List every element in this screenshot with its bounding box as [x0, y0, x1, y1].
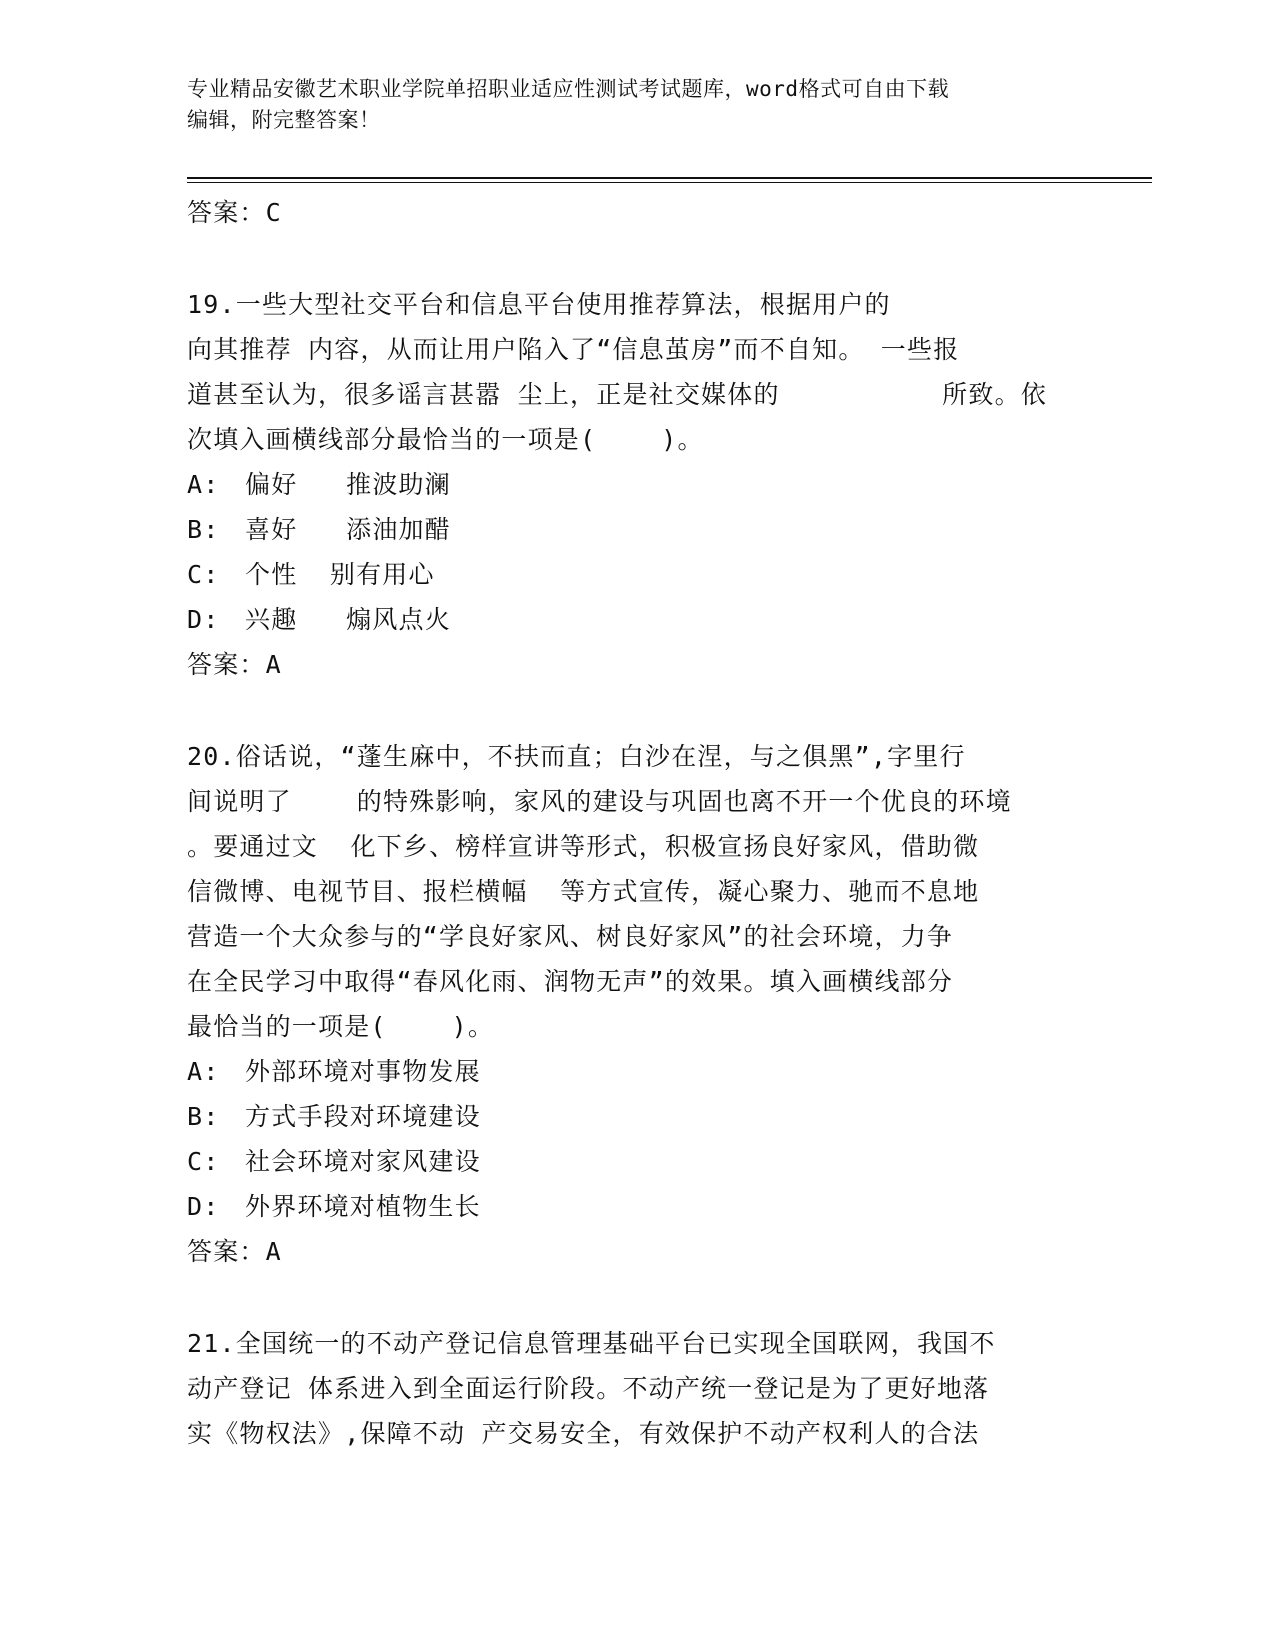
header-divider-thin — [187, 182, 1152, 183]
document-body — [187, 190, 1087, 1456]
option-c — [187, 1139, 1087, 1184]
option-text: 喜好 添油加醋 — [245, 515, 451, 544]
answer-prev: 答案：C — [187, 198, 282, 227]
option-label: A: — [187, 1057, 220, 1086]
option-a — [187, 1049, 1087, 1094]
option-text: 外界环境对植物生长 — [245, 1192, 481, 1221]
spacer — [187, 687, 1087, 734]
option-label: D: — [187, 605, 220, 634]
question-text-line: 次填入画横线部分最恰当的一项是( )。 — [187, 425, 704, 454]
option-label: D: — [187, 1192, 220, 1221]
question-text-line: 20.俗话说，“蓬生麻中，不扶而直；白沙在涅，与之俱黑”,字里行 — [187, 742, 966, 771]
option-label: C: — [187, 560, 220, 589]
header-line-1: 专业精品安徽艺术职业学院单招职业适应性测试考试题库，word格式可自由下载 — [187, 77, 950, 101]
question-text-line: 19.一些大型社交平台和信息平台使用推荐算法，根据用户的 — [187, 290, 891, 319]
spacer — [187, 1274, 1087, 1321]
question-text-line: 在全民学习中取得“春风化雨、润物无声”的效果。填入画横线部分 — [187, 967, 954, 996]
option-text: 外部环境对事物发展 — [245, 1057, 481, 1086]
question-19 — [187, 282, 1087, 687]
option-label: B: — [187, 515, 220, 544]
question-20 — [187, 734, 1087, 1274]
question-text-line: 。要通过文 化下乡、榜样宣讲等形式，积极宣扬良好家风，借助微 — [187, 832, 980, 861]
option-a — [187, 462, 1087, 507]
question-text-line: 营造一个大众参与的“学良好家风、树良好家风”的社会环境，力争 — [187, 922, 954, 951]
question-text-line: 最恰当的一项是( )。 — [187, 1012, 495, 1041]
document-header — [187, 74, 1067, 136]
option-c — [187, 552, 1087, 597]
option-d — [187, 597, 1087, 642]
option-label: B: — [187, 1102, 220, 1131]
question-text-line: 实《物权法》,保障不动 产交易安全，有效保护不动产权利人的合法 — [187, 1419, 980, 1448]
header-line-2: 编辑，附完整答案！ — [187, 108, 381, 132]
question-21 — [187, 1321, 1087, 1456]
question-text-line: 间说明了 的特殊影响，家风的建设与巩固也离不开一个优良的环境 — [187, 787, 1012, 816]
question-text-line: 信微博、电视节目、报栏横幅 等方式宣传，凝心聚力、驰而不息地 — [187, 877, 980, 906]
answer-19: 答案：A — [187, 650, 282, 679]
question-text-line: 动产登记 体系进入到全面运行阶段。不动产统一登记是为了更好地落 — [187, 1374, 990, 1403]
option-text: 兴趣 煽风点火 — [245, 605, 451, 634]
option-b — [187, 1094, 1087, 1139]
option-text: 偏好 推波助澜 — [245, 470, 451, 499]
option-b — [187, 507, 1087, 552]
question-text-line: 向其推荐 内容，从而让用户陷入了“信息茧房”而不自知。 一些报 — [187, 335, 960, 364]
header-divider-thick — [187, 177, 1152, 179]
option-text: 个性 别有用心 — [245, 560, 435, 589]
option-text: 社会环境对家风建设 — [245, 1147, 481, 1176]
option-d — [187, 1184, 1087, 1229]
question-text-line: 道甚至认为，很多谣言甚嚣 尘上，正是社交媒体的 所致。依 — [187, 380, 1047, 409]
answer-20: 答案：A — [187, 1237, 282, 1266]
option-label: A: — [187, 470, 220, 499]
option-text: 方式手段对环境建设 — [245, 1102, 481, 1131]
spacer — [187, 235, 1087, 282]
question-text-line: 21.全国统一的不动产登记信息管理基础平台已实现全国联网，我国不 — [187, 1329, 996, 1358]
option-label: C: — [187, 1147, 220, 1176]
